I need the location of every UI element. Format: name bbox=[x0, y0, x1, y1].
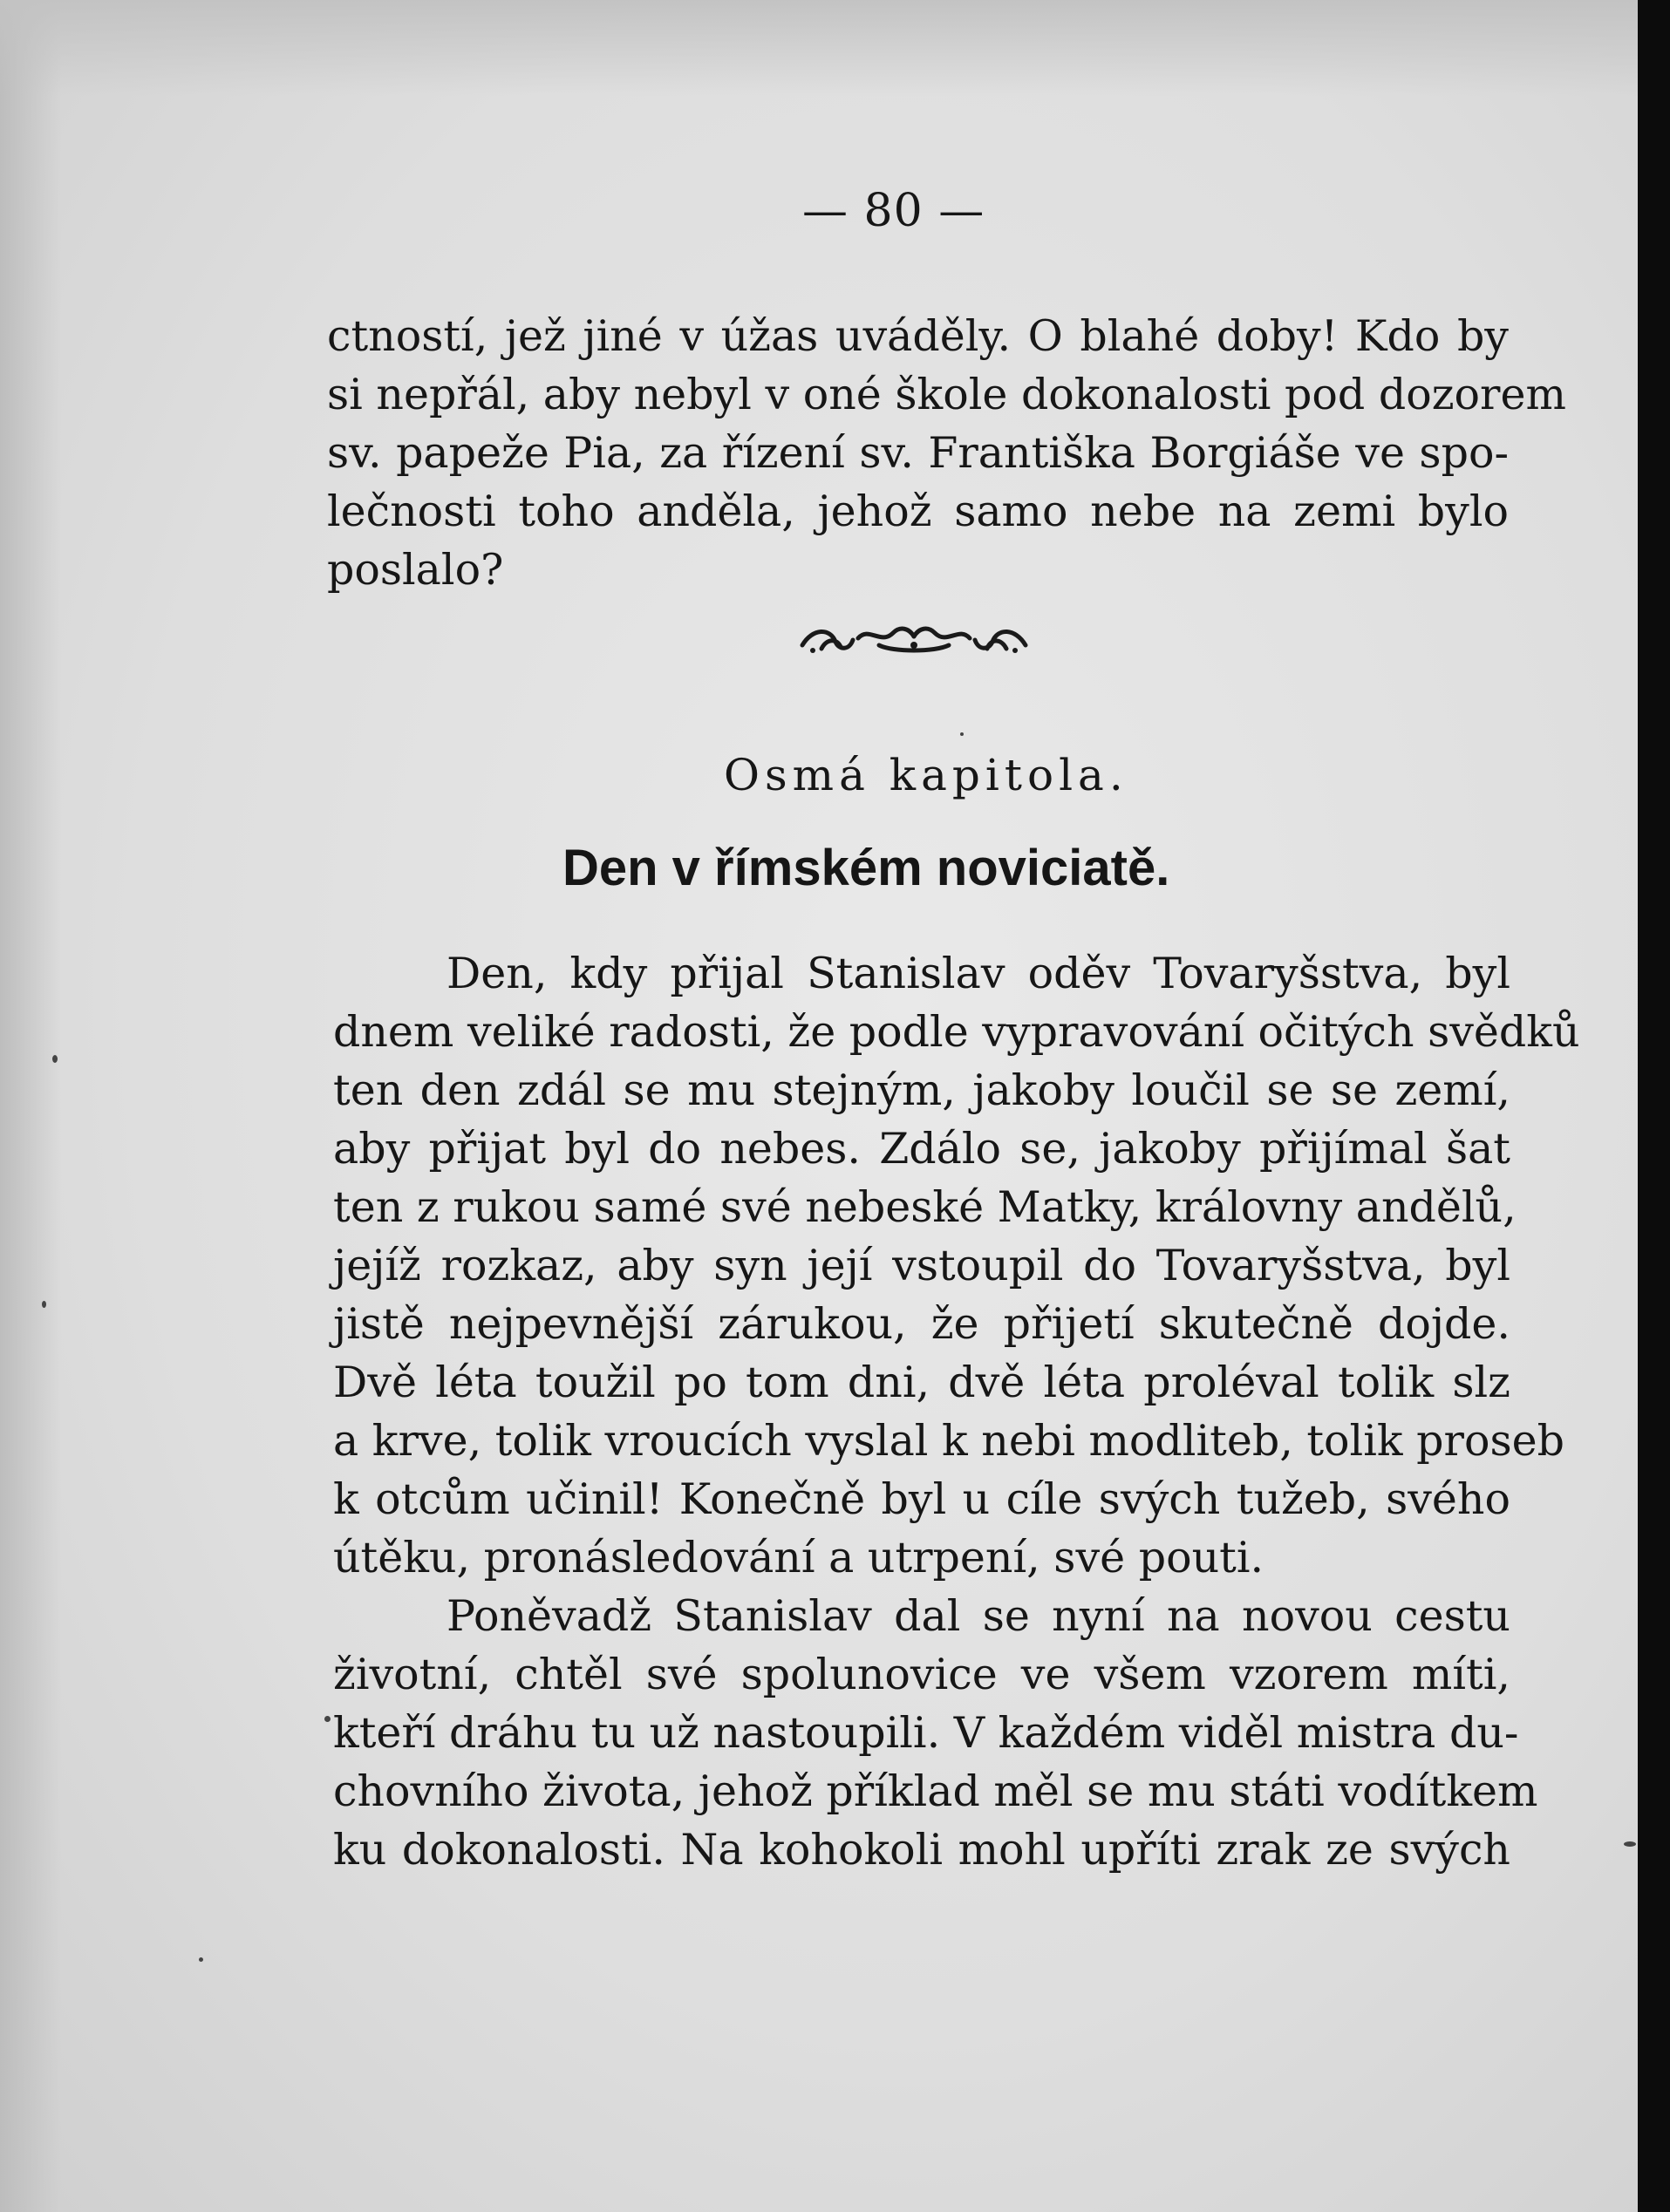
text-line: kteří dráhu tu už nastoupili. V každém viděl mistra du- bbox=[333, 1708, 1519, 1758]
text-line: životní, chtěl své spolunovice ve všem vzorem míti, bbox=[333, 1650, 1510, 1699]
scan-border bbox=[1638, 0, 1670, 2212]
paper-speck bbox=[1624, 1841, 1636, 1847]
paper-speck bbox=[324, 1716, 331, 1722]
paper-speck bbox=[42, 1301, 46, 1308]
decorative-flourish-icon bbox=[795, 619, 1033, 657]
paper-speck bbox=[960, 732, 964, 736]
text-line: ctností, jež jiné v úžas uváděly. O blahé doby! Kdo by bbox=[327, 311, 1509, 361]
text-line: aby přijat byl do nebes. Zdálo se, jakoby přijímal šat bbox=[333, 1124, 1510, 1174]
text-line: poslalo? bbox=[327, 545, 504, 595]
text-line: sv. papeže Pia, za řízení sv. Františka Borgiáše ve spo- bbox=[327, 428, 1509, 478]
continued-paragraph bbox=[327, 307, 1566, 599]
text-line: ten den zdál se mu stejným, jakoby loučil se se zemí, bbox=[333, 1065, 1510, 1115]
page-number: — 80 — bbox=[802, 185, 985, 237]
text-line: Dvě léta toužil po tom dni, dvě léta proléval tolik slz bbox=[333, 1358, 1510, 1407]
paper-speck bbox=[199, 1957, 203, 1962]
paper-speck bbox=[52, 1055, 58, 1063]
chapter-body bbox=[333, 944, 1580, 1879]
chapter-label: Osmá kapitola. bbox=[724, 750, 1128, 800]
text-line: ten z rukou samé své nebeské Matky, královny andělů, bbox=[333, 1182, 1517, 1232]
text-line: jistě nejpevnější zárukou, že přijetí skutečně dojde. bbox=[333, 1299, 1510, 1349]
page-edge-shadow bbox=[0, 0, 61, 2212]
text-line: Poněvadž Stanislav dal se nyní na novou cestu bbox=[446, 1591, 1510, 1641]
text-line: a krve, tolik vroucích vyslal k nebi modliteb, tolik proseb bbox=[333, 1416, 1564, 1466]
text-line: Den, kdy přijal Stanislav oděv Tovaryšstva, byl bbox=[446, 949, 1510, 998]
text-line: ku dokonalosti. Na kohokoli mohl upříti zrak ze svých bbox=[333, 1825, 1510, 1875]
text-line: jejíž rozkaz, aby syn její vstoupil do Tovaryšstva, byl bbox=[333, 1241, 1510, 1290]
text-line: lečnosti toho anděla, jehož samo nebe na zemi bylo bbox=[327, 487, 1509, 536]
text-line: k otcům učinil! Konečně byl u cíle svých tužeb, svého bbox=[333, 1474, 1510, 1524]
page-top-shadow bbox=[0, 0, 1648, 96]
text-line: si nepřál, aby nebyl v oné škole dokonalosti pod dozorem bbox=[327, 370, 1566, 419]
text-line: dnem veliké radosti, že podle vypravování očitých svědků bbox=[333, 1007, 1580, 1057]
text-line: chovního života, jehož příklad měl se mu státi vodítkem bbox=[333, 1766, 1538, 1816]
chapter-title: Den v římském noviciatě. bbox=[562, 840, 1170, 896]
text-line: útěku, pronásledování a utrpení, své pouti. bbox=[333, 1533, 1264, 1582]
